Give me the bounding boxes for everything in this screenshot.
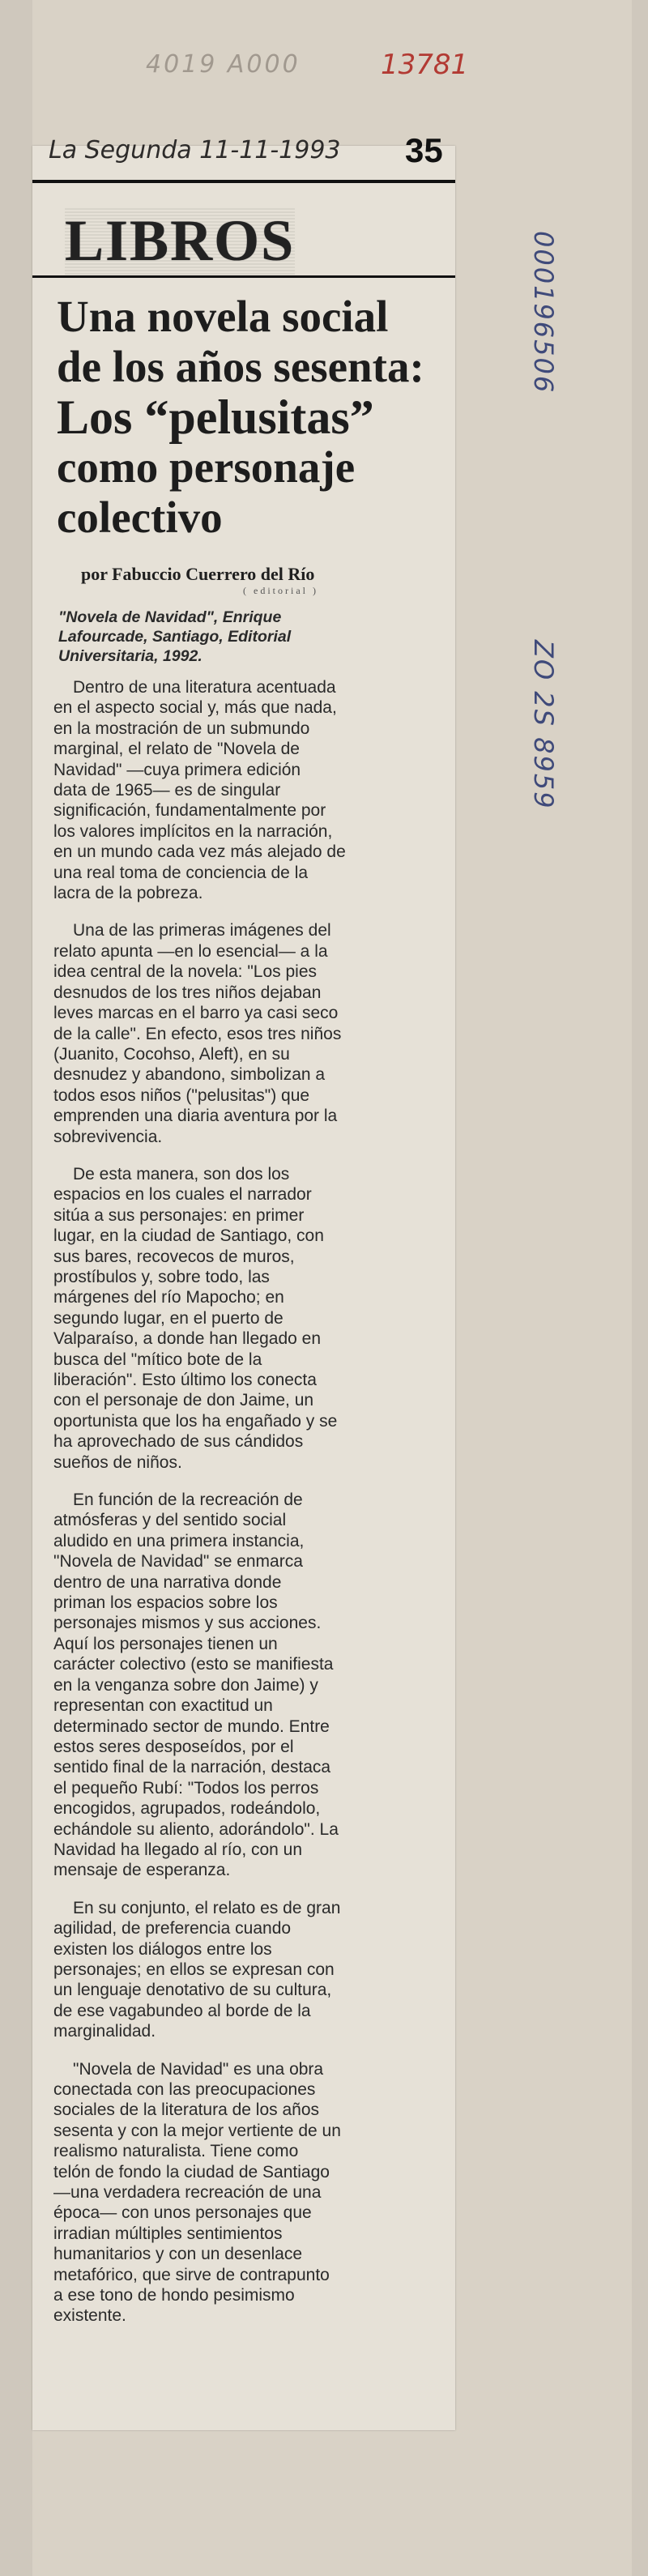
paragraph-line: desnudos de los tres niños dejaban [53, 983, 322, 1002]
paragraph-line: agilidad, de preferencia cuando [53, 1919, 292, 1938]
paragraph-line: en un mundo cada vez más alejado de [53, 842, 346, 862]
paragraph-line: idea central de la novela: "Los pies [53, 962, 317, 982]
paragraph-line: metafórico, que sirve de contrapunto [53, 2265, 330, 2284]
paragraph-line: carácter colectivo (esto se manifiesta [53, 1655, 334, 1674]
publication-date-handwritten: La Segunda 11-11-1993 [49, 136, 341, 164]
paragraph-line: humanitarios y con un desenlace [53, 2245, 303, 2264]
paragraph-line: echándole su aliento, adorándolo". La [53, 1819, 339, 1839]
article-headline [57, 292, 446, 543]
reference-line: Universitaria, 1992. [58, 647, 202, 665]
headline-line: colectivo [57, 493, 223, 542]
reference-line: "Novela de Navidad", Enrique [58, 608, 282, 626]
paragraph-line: conectada con las preocupaciones [53, 2080, 316, 2099]
paragraph-line: marginal, el relato de "Novela de [53, 740, 300, 759]
paragraph-line: ha aprovechado de sus cándidos [53, 1432, 304, 1452]
paragraph-line: márgenes del río Mapocho; en [53, 1288, 284, 1307]
blue-ink-id-top: 000196506 [528, 231, 559, 395]
paragraph-line: marginalidad. [53, 2022, 156, 2041]
headline-line: de los años sesenta: [57, 342, 424, 391]
paragraph-line: atmósferas y del sentido social [53, 1511, 287, 1530]
paragraph-line: existente. [53, 2306, 126, 2326]
paragraph-line: en la mostración de un submundo [53, 719, 310, 738]
paragraph-line: de la calle". En efecto, esos tres niños [53, 1024, 342, 1043]
page-number: 35 [405, 131, 443, 169]
paragraph-line: En función de la recreación de [73, 1491, 303, 1510]
paragraph-line: en el aspecto social y, más que nada, [53, 698, 337, 718]
article-paragraph [53, 2059, 450, 2327]
masthead-rule [32, 180, 455, 183]
paragraph-line: sus bares, recovecos de muros, [53, 1247, 295, 1266]
paragraph-line: Una de las primeras imágenes del [73, 921, 331, 940]
reference-line: Lafourcade, Santiago, Editorial [58, 628, 292, 646]
paragraph-line: leves marcas en el barro ya casi seco [53, 1004, 339, 1023]
paragraph-line: Navidad" —cuya primera edición [53, 760, 301, 779]
paragraph-line: relato apunta —en lo esencial— a la [53, 941, 328, 961]
paragraph-line: con el personaje de don Jaime, un [53, 1391, 314, 1410]
paragraph-line: dentro de una narrativa donde [53, 1572, 282, 1592]
paragraph-line: personajes mismos y sus acciones. [53, 1614, 322, 1633]
paragraph-line: encogidos, agrupados, rodeándolo, [53, 1799, 321, 1819]
paragraph-line: los valores implícitos en la narración, [53, 821, 333, 841]
paragraph-line: Valparaíso, a donde han llegado en [53, 1329, 322, 1349]
paragraph-line: en la venganza sobre don Jaime) y [53, 1675, 318, 1695]
paragraph-line: espacios en los cuales el narrador [53, 1185, 312, 1205]
section-rule [32, 275, 455, 278]
paragraph-line: personajes; en ellos se expresan con [53, 1960, 335, 1979]
paragraph-line: sociales de la literatura de los años [53, 2100, 320, 2120]
article-paragraph [53, 920, 450, 1146]
paragraph-line: a ese tono de hondo pesimismo [53, 2286, 295, 2305]
headline-line: Los “pelusitas” [57, 390, 374, 444]
paragraph-line: el pequeño Rubí: "Todos los perros [53, 1778, 319, 1798]
paragraph-line: liberación". Esto último los conecta [53, 1371, 317, 1389]
paragraph-line: representan con exactitud un [53, 1696, 273, 1716]
paragraph-line: prostíbulos y, sobre todo, las [53, 1267, 270, 1286]
blue-ink-id-bottom: ZO 2S 8959 [528, 640, 559, 810]
paragraph-line: En su conjunto, el relato es de gran [73, 1898, 341, 1917]
paragraph-line: telón de fondo la ciudad de Santiago [53, 2162, 330, 2181]
headline-line: Una novela social [57, 292, 389, 341]
article-body [53, 677, 450, 2344]
paragraph-line: todos esos niños ("pelusitas") que [53, 1085, 310, 1105]
paragraph-line: priman los espacios sobre los [53, 1593, 278, 1613]
byline: por Fabuccio Cuerrero del Río [81, 564, 315, 584]
paragraph-line: existen los diálogos entre los [53, 1939, 272, 1959]
paragraph-line: una real toma de conciencia de la [53, 863, 309, 882]
paragraph-line: estos seres desposeídos, por el [53, 1737, 294, 1756]
section-title: LIBROS [65, 208, 296, 273]
paragraph-line: oportunista que los ha engañado y se [53, 1411, 338, 1431]
paragraph-line: sueños de niños. [53, 1452, 182, 1472]
paragraph-line: significación, fundamentalmente por [53, 801, 326, 821]
paragraph-line: De esta manera, son dos los [73, 1164, 290, 1184]
book-reference [58, 608, 439, 666]
pencil-annotation: 4019 A000 [146, 50, 301, 79]
paragraph-line: lacra de la pobreza. [53, 884, 203, 903]
paragraph-line: sesenta y con la mejor vertiente de un [53, 2121, 341, 2140]
paragraph-line: segundo lugar, en el puerto de [53, 1308, 284, 1328]
paragraph-line: mensaje de esperanza. [53, 1861, 231, 1880]
red-ink-number: 13781 [381, 49, 469, 81]
paragraph-line: desnudez y abandono, simbolizan a [53, 1065, 326, 1085]
paragraph-line: sobrevivencia. [53, 1127, 163, 1146]
paragraph-line: época— con unos personajes que [53, 2203, 312, 2223]
paragraph-line: de ese vagabundeo al borde de la [53, 2001, 311, 2020]
byline-subtitle: ( editorial ) [243, 585, 318, 596]
paragraph-line: realismo naturalista. Tiene como [53, 2142, 299, 2161]
paragraph-line: sitúa a sus personajes: en primer [53, 1205, 305, 1225]
paragraph-line: Aquí los personajes tienen un [53, 1634, 278, 1653]
article-paragraph [53, 677, 450, 903]
paragraph-line: —una verdadera recreación de una [53, 2183, 322, 2203]
paragraph-line: data de 1965— es de singular [53, 781, 281, 800]
paragraph-line: Dentro de una literatura acentuada [73, 678, 336, 697]
article-paragraph [53, 1490, 450, 1881]
paragraph-line: lugar, en la ciudad de Santiago, con [53, 1226, 324, 1246]
paragraph-line: "Novela de Navidad" se enmarca [53, 1552, 303, 1572]
paragraph-line: un lenguaje denotativo de su cultura, [53, 1981, 332, 2000]
paragraph-line: sentido final de la narración, destaca [53, 1758, 331, 1777]
paragraph-line: busca del "mítico bote de la [53, 1350, 262, 1369]
article-paragraph [53, 1898, 450, 2042]
paragraph-line: emprenden una diaria aventura por la [53, 1107, 338, 1126]
paragraph-line: Navidad ha llegado al río, con un [53, 1840, 303, 1859]
paragraph-line: irradian múltiples sentimientos [53, 2224, 283, 2243]
paragraph-line: determinado sector de mundo. Entre [53, 1717, 330, 1736]
headline-line: como personaje [57, 442, 356, 492]
article-paragraph [53, 1164, 450, 1473]
paragraph-line: aludido en una primera instancia, [53, 1531, 305, 1550]
paragraph-line: (Juanito, Cocohso, Aleft), en su [53, 1044, 290, 1064]
paragraph-line: "Novela de Navidad" es una obra [73, 2059, 324, 2079]
